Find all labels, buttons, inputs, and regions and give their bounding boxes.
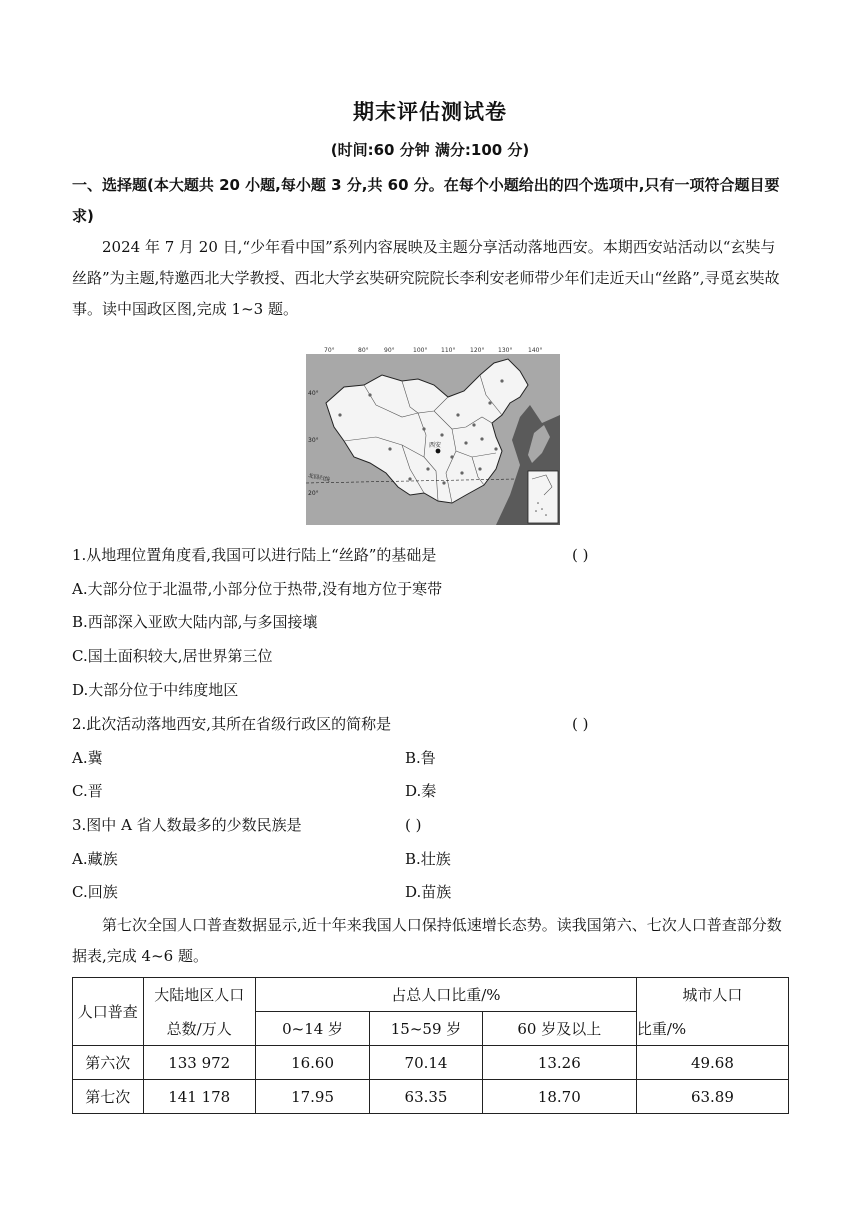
- header-urban-1: 城市人口: [636, 978, 788, 1012]
- lon-label: 120°: [470, 347, 485, 354]
- lon-label: 110°: [441, 347, 456, 354]
- lon-label: 100°: [413, 347, 428, 354]
- header-population-1: 大陆地区人口: [143, 978, 255, 1012]
- table-cell: 63.89: [636, 1080, 788, 1114]
- table-cell: 49.68: [636, 1046, 788, 1080]
- option-b[interactable]: B.西部深入亚欧大陆内部,与多国接壤: [72, 613, 318, 631]
- header-age-0-14: 0~14 岁: [255, 1012, 369, 1046]
- passage-1: 2024 年 7 月 20 日,“少年看中国”系列内容展映及主题分享活动落地西安。本期西安站活动以“玄奘与丝路”为主题,特邀西北大学教授、西北大学玄奘研究院院长李利安老师带少年们走近天山“丝路”,寻觅玄奘故事。读中国政区图,完成 1~3 题。: [72, 238, 780, 318]
- table-cell: 18.70: [482, 1080, 636, 1114]
- lat-label: 20°: [308, 490, 319, 497]
- xian-label: 西安: [429, 442, 442, 449]
- lat-label: 30°: [308, 437, 319, 444]
- table-subheader-row: [73, 1012, 789, 1046]
- lon-label: 80°: [358, 347, 369, 354]
- census-data-table: [72, 977, 789, 1114]
- lon-label: 130°: [498, 347, 513, 354]
- answer-bracket[interactable]: ( ): [572, 715, 589, 733]
- table-row: [73, 1046, 789, 1080]
- option-a[interactable]: A.大部分位于北温带,小部分位于热带,没有地方位于寒带: [72, 580, 443, 598]
- china-political-map: [306, 345, 560, 525]
- table-cell: 13.26: [482, 1046, 636, 1080]
- table-cell: 141 178: [143, 1080, 255, 1114]
- header-census: 人口普查: [73, 978, 144, 1046]
- option-c[interactable]: C.回族: [72, 883, 118, 901]
- lon-label: 70°: [324, 347, 335, 354]
- header-urban-2: 比重/%: [636, 1012, 788, 1046]
- question-1-stem: 1.从地理位置角度看,我国可以进行陆上“丝路”的基础是: [72, 546, 437, 564]
- passage-2: 第七次全国人口普查数据显示,近十年来我国人口保持低速增长态势。读我国第六、七次人口普查部分数据表,完成 4~6 题。: [72, 916, 782, 965]
- table-cell: 17.95: [255, 1080, 369, 1114]
- page-title: 期末评估测试卷: [353, 100, 507, 124]
- lon-label: 140°: [528, 347, 543, 354]
- option-c[interactable]: C.晋: [72, 782, 103, 800]
- xian-marker: [436, 449, 441, 454]
- lat-label: 40°: [308, 390, 319, 397]
- header-age-60-plus: 60 岁及以上: [482, 1012, 636, 1046]
- question-3-stem: 3.图中 A 省人数最多的少数民族是: [72, 816, 302, 834]
- option-a[interactable]: A.冀: [72, 749, 103, 767]
- option-b[interactable]: B.壮族: [405, 850, 451, 868]
- table-cell: 第六次: [73, 1046, 144, 1080]
- answer-bracket[interactable]: ( ): [405, 816, 422, 834]
- table-cell: 63.35: [370, 1080, 483, 1114]
- question-2-stem: 2.此次活动落地西安,其所在省级行政区的简称是: [72, 715, 392, 733]
- option-d[interactable]: D.秦: [405, 782, 437, 800]
- option-a[interactable]: A.藏族: [72, 850, 118, 868]
- exam-time-score: (时间:60 分钟 满分:100 分): [330, 141, 530, 159]
- answer-bracket[interactable]: ( ): [572, 546, 589, 564]
- table-row: [73, 1080, 789, 1114]
- header-population-2: 总数/万人: [143, 1012, 255, 1046]
- table-cell: 第七次: [73, 1080, 144, 1114]
- table-header-row: [73, 978, 789, 1012]
- table-cell: 70.14: [370, 1046, 483, 1080]
- china-map-figure: [306, 345, 560, 525]
- option-c[interactable]: C.国土面积较大,居世界第三位: [72, 647, 273, 665]
- table-cell: 16.60: [255, 1046, 369, 1080]
- header-age-15-59: 15~59 岁: [370, 1012, 483, 1046]
- option-d[interactable]: D.大部分位于中纬度地区: [72, 681, 239, 699]
- option-b[interactable]: B.鲁: [405, 749, 436, 767]
- lon-label: 90°: [384, 347, 395, 354]
- option-d[interactable]: D.苗族: [405, 883, 452, 901]
- section-heading: 一、选择题(本大题共 20 小题,每小题 3 分,共 60 分。在每个小题给出的四个选项中,只有一项符合题目要求): [72, 176, 780, 225]
- table-cell: 133 972: [143, 1046, 255, 1080]
- tropic-label: 北回归线: [307, 473, 331, 484]
- header-ratio: 占总人口比重/%: [255, 978, 636, 1012]
